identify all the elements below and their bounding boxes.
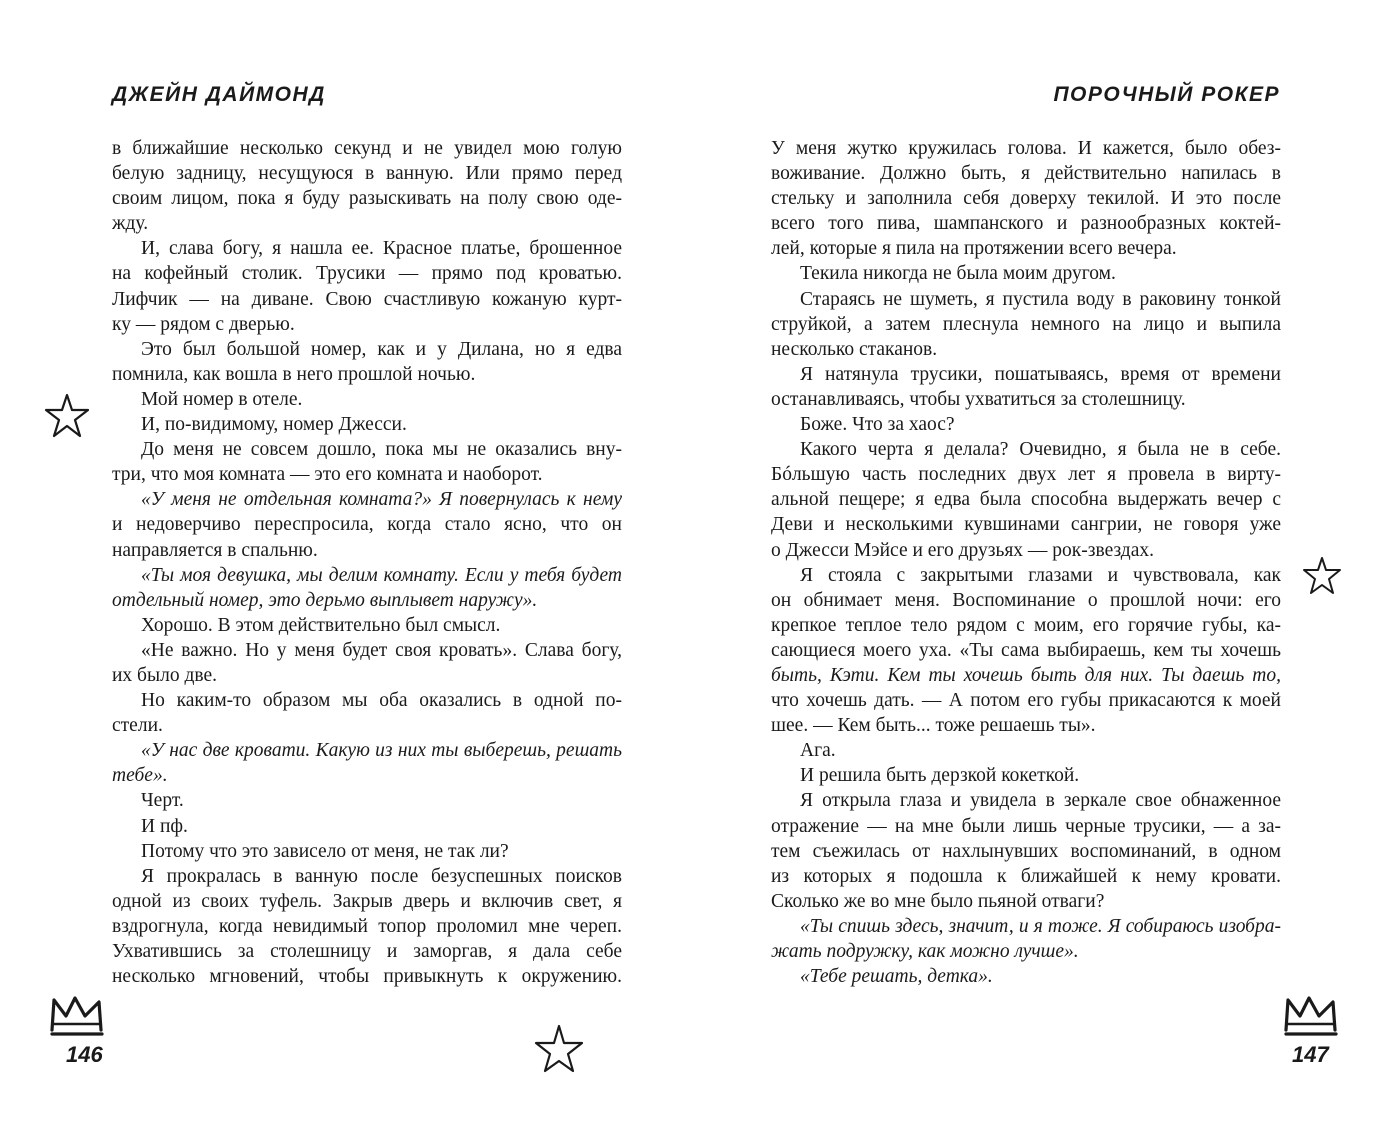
text-line: «У меня не отдельная комната?» Я повернулась к нему (141, 489, 622, 511)
star-doodle-icon (1302, 556, 1342, 596)
text-line: Потому что это зависело от меня, не так ли? (141, 840, 509, 862)
text-line: Ухватившись за столешницу и заморгав, я дала себе (112, 941, 622, 962)
text-line: «Ты спишь здесь, значит, и я тоже. Я собираюсь изобра- (800, 915, 1281, 937)
text-line: И решила быть дерзкой кокеткой. (800, 765, 1080, 787)
text-line: шее. — Кем быть... тоже решаешь ты». (771, 715, 1096, 737)
text-line: Какого черта я делала? Очевидно, я была не в себе. (800, 439, 1281, 461)
text-line: Боже. Что за хаос? (800, 414, 955, 436)
star-doodle-icon (44, 393, 90, 439)
text-line: Я натянула трусики, пошатываясь, время от времени (800, 363, 1281, 385)
text-line: три, что моя комната — это его комната и наоборот. (112, 464, 543, 486)
text-line: Хорошо. В этом действительно был смысл. (141, 614, 501, 636)
text-line: несколько стаканов. (771, 338, 938, 360)
text-line: всего того пива, шампанского и разнообразных коктей- (771, 213, 1281, 235)
text-line: Деви и несколькими кувшинами сангрии, не говоря уже (771, 514, 1281, 536)
text-line: До меня не совсем дошло, пока мы не оказались вну- (141, 439, 622, 461)
page-number: 146 (66, 1042, 103, 1067)
text-line: на кофейный столик. Трусики — прямо под кроватью. (112, 263, 622, 285)
running-header-author: ДЖЕЙН ДАЙМОНД (112, 83, 326, 106)
text-line: Лифчик — на диване. Свою счастливую кожаную курт- (112, 288, 622, 310)
text-line: жать подружку, как можно лучше». (771, 941, 1079, 962)
text-line: ку — рядом с дверью. (112, 313, 295, 335)
text-line: из которых я подошла к ближайшей к нему кровати. (771, 865, 1281, 887)
text-line: струйкой, а затем плеснула немного на лицо и выпила (771, 313, 1281, 335)
text-line: и недоверчиво переспросила, когда стало ясно, что он (112, 514, 622, 536)
text-line: «Ты моя девушка, мы делим комнату. Если у тебя будет (141, 564, 622, 586)
text-line: отдельный номер, это дерьмо выплывет наружу». (112, 589, 538, 611)
text-line: «У нас две кровати. Какую из них ты выберешь, решать (141, 740, 622, 762)
text-line: «Не важно. Но у меня будет своя кровать». Слава богу, (141, 639, 622, 661)
running-header-title: ПОРОЧНЫЙ РОКЕР (1053, 83, 1280, 106)
text-line: альной пещере; я едва была способна выдержать вечер с (771, 489, 1281, 511)
text-line: Но каким-то образом мы оба оказались в одной по- (141, 690, 622, 712)
text-line: И, по-видимому, номер Джесси. (141, 414, 407, 436)
text-line: жду. (112, 213, 149, 235)
text-line: одной из своих туфель. Закрыв дверь и включив свет, я (112, 890, 622, 912)
text-line: вздрогнула, когда невидимый топор проломил мне череп. (112, 915, 622, 937)
text-line: тем съежилась от нахлынувших воспоминаний, в одном (771, 840, 1281, 862)
text-line: направляется в спальню. (112, 539, 318, 561)
text-line: У меня жутко кружилась голова. И кажется, было обез- (771, 138, 1281, 159)
text-line: воживание. Должно быть, я действительно напилась в (771, 163, 1281, 185)
text-line: Бóльшую часть последних двух лет я провела в вирту- (771, 464, 1281, 486)
crown-doodle-icon (1282, 994, 1340, 1040)
body-text (112, 136, 622, 989)
text-line: он обнимает меня. Воспоминание о прошлой ночи: его (771, 589, 1281, 611)
text-line: И пф. (141, 815, 188, 837)
text-line: «Тебе решать, детка». (800, 966, 993, 988)
text-line: останавливаясь, чтобы ухватиться за столешницу. (771, 388, 1186, 410)
text-line: стельку и заполнила себя доверху текилой. И это после (771, 188, 1281, 210)
text-line: быть, Кэти. Кем ты хочешь быть для них. Ты даешь то, (771, 664, 1281, 686)
text-line: отражение — на мне были лишь черные трусики, — а за- (771, 815, 1281, 837)
text-line: Я прокралась в ванную после безуспешных поисков (141, 865, 622, 887)
text-line: крепкое теплое тело рядом с моим, его горячие губы, ка- (771, 614, 1281, 636)
text-line: Стараясь не шуметь, я пустила воду в раковину тонкой (800, 288, 1281, 310)
text-line: их было две. (112, 664, 217, 686)
crown-doodle-icon (48, 994, 106, 1040)
text-line: в ближайшие несколько секунд и не увидел мою голую (112, 138, 622, 159)
text-line: Мой номер в отеле. (141, 388, 303, 410)
text-line: помнила, как вошла в него прошлой ночью. (112, 363, 476, 385)
text-line: несколько мгновений, чтобы привыкнуть к окружению. (112, 966, 622, 988)
text-line: Сколько же во мне было пьяной отваги? (771, 890, 1105, 912)
text-line: Я открыла глаза и увидела в зеркале свое обнаженное (800, 790, 1281, 812)
text-line: Я стояла с закрытыми глазами и чувствовала, как (800, 564, 1281, 586)
text-line: о Джесси Мэйсе и его друзьях — рок-звездах. (771, 539, 1155, 561)
text-line: что хочешь дать. — А потом его губы прикасаются к моей (771, 690, 1281, 712)
text-line: Это был большой номер, как и у Дилана, но я едва (141, 338, 622, 360)
text-line: своим лицом, пока я буду разыскивать на полу свою оде- (112, 188, 622, 210)
right-page (696, 0, 1392, 1125)
text-line: Ага. (800, 740, 836, 762)
text-line: белую задницу, несущуюся в ванную. Или прямо перед (112, 163, 622, 185)
star-doodle-icon (534, 1024, 584, 1074)
text-line: Черт. (141, 790, 184, 812)
text-line: лей, которые я пила на протяжении всего вечера. (771, 238, 1177, 260)
text-line: Текила никогда не была моим другом. (800, 263, 1116, 285)
text-line: сающиеся моего уха. «Ты сама выбираешь, кем ты хочешь (771, 639, 1281, 661)
text-line: стели. (112, 715, 163, 737)
page-number: 147 (1292, 1042, 1329, 1067)
text-line: И, слава богу, я нашла ее. Красное платье, брошенное (141, 238, 622, 260)
text-line: тебе». (112, 765, 168, 787)
body-text (771, 136, 1281, 989)
